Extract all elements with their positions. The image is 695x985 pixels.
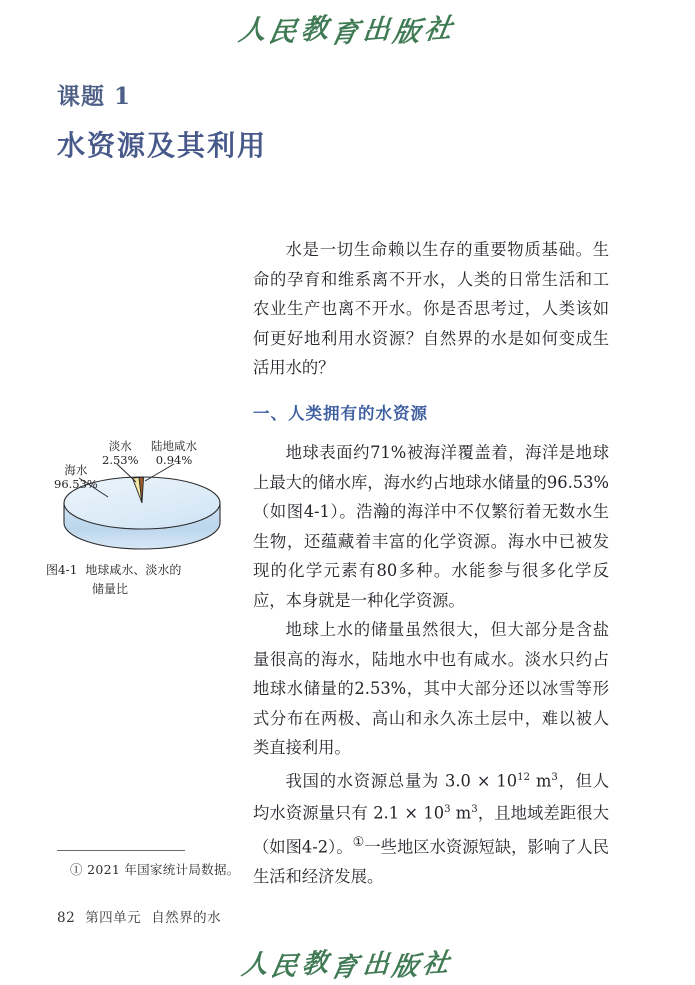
logo-bottom-char-1: 人 [240,948,274,982]
intro-block [253,235,609,383]
publisher-logo-top [0,8,695,50]
p3-text-5: ，且地域差距很大（如图4-2）。 [253,803,609,857]
logo-char-1: 人 [236,13,272,48]
logo-bottom-char-7: 社 [419,947,455,981]
page-title: 水资源及其利用 [57,129,268,162]
page-number: 82 [57,910,76,926]
pie-label-fresh-water-value: 2.53% [102,453,139,467]
pie-label-land-salt-water-name: 陆地咸水 [151,439,197,453]
footnote-marker[interactable]: ① [352,835,365,851]
footnote-divider [57,850,185,851]
figure-canvas [46,437,242,557]
figure-caption-line-2: 储量比 [92,582,129,596]
pie-label-fresh-water [102,439,139,467]
logo-bottom-char-3: 教 [301,947,334,981]
pie-label-land-salt-water-value: 0.94% [155,453,193,467]
p3-exponent-4: 3 [471,804,478,816]
pie-label-sea-water-name: 海水 [64,463,88,477]
section-heading-block [253,400,609,424]
unit-title: 自然界的水 [151,910,222,926]
p3-text-1: 我国的水资源总量为 3.0 × 10 [285,770,518,790]
footnote-text: ① 2021 年国家统计局数据。 [70,862,240,877]
section-body [253,438,609,892]
figure-caption-line-1: 地球咸水、淡水的 [85,563,182,577]
topic-label: 课题 1 [57,83,132,110]
section-paragraph-1: 地球表面约71%被海洋覆盖着，海洋是地球上最大的储水库，海水约占地球水储量的96.53%（如图4-1）。浩瀚的海洋中不仅繁衍着无数水生生物，还蕴藏着丰富的化学资源。海水中已被发现的化学元素有80多种。水能参与很多化学反应，本身就是一种化学资源。 [253,443,609,610]
section-paragraph-2: 地球上水的储量虽然很大，但大部分是含盐量很高的海水，陆地水中也有咸水。淡水只约占地球水储量的2.53%，其中大部分还以冰雪等形式分布在两极、高山和永久冻土层中，难以被人类直接利用。 [253,620,609,757]
logo-char-3: 教 [300,12,333,47]
p3-text-3: ，但人均水资源量只有 2.1 × 10 [253,770,609,823]
logo-bottom-char-5: 出 [361,948,394,982]
p3-exponent-3: 3 [444,804,451,816]
section-heading: 一、人类拥有的水资源 [253,404,428,423]
section-paragraph-3 [253,763,609,892]
logo-char-2: 民 [266,16,303,49]
logo-bottom-char-6: 版 [389,951,425,983]
p3-text-4: m [450,803,472,823]
logo-char-4: 育 [327,17,366,50]
pie-label-fresh-water-name: 淡水 [108,439,132,453]
unit-label: 第四单元 [85,910,142,926]
figure-4-1 [46,437,242,599]
p3-text-6: 一些地区水资源短缺，影响了人民生活和经济发展。 [253,837,609,887]
logo-char-5: 出 [361,13,396,48]
p3-exponent-1: 12 [517,771,530,783]
figure-caption [46,561,242,599]
logo-char-7: 社 [421,12,459,47]
intro-paragraph: 水是一切生命赖以生存的重要物质基础。生命的孕育和维系离不开水，人类的日常生活和工农业生产也离不开水。你是否思考过，人类该如何更好地利用水资源？自然界的水是如何变成生活用水的？ [253,240,609,377]
pie-label-land-salt-water [151,439,197,467]
figure-number: 图4-1 [46,563,78,577]
logo-bottom-char-2: 民 [268,951,305,983]
pie-label-sea-water-value: 96.53% [54,477,98,491]
publisher-logo-bottom [0,944,695,984]
logo-char-6: 版 [390,16,427,49]
page-footer [57,906,221,926]
p3-exponent-2: 3 [551,771,558,783]
logo-bottom-char-4: 育 [328,952,365,984]
pie-chart-svg [46,437,242,557]
pie-label-sea-water [54,463,98,491]
p3-text-2: m [530,770,552,790]
